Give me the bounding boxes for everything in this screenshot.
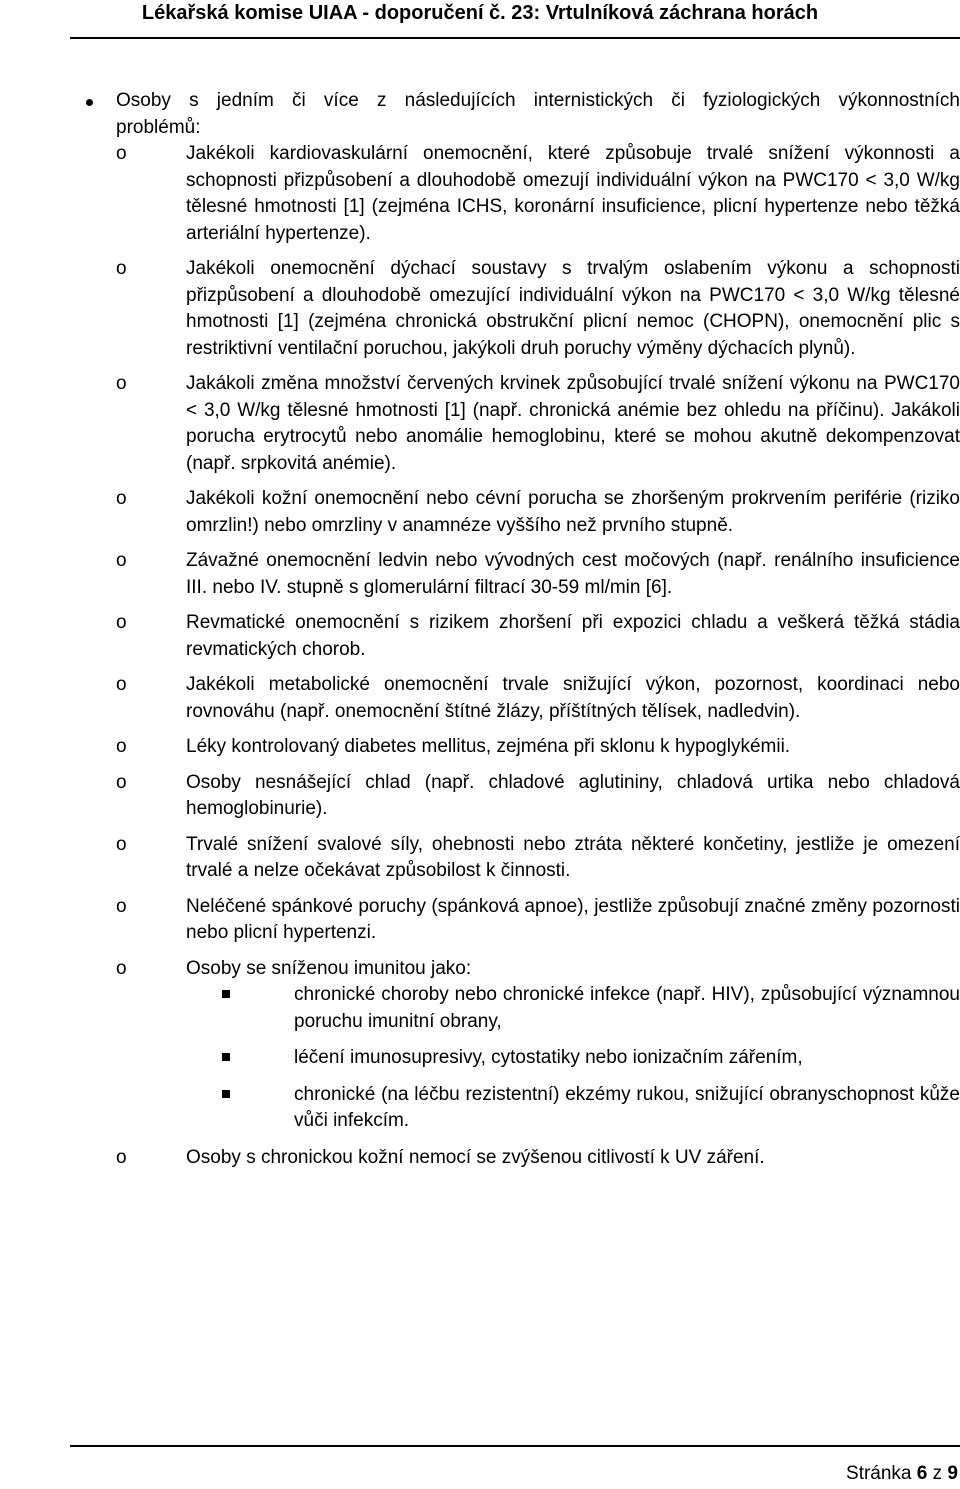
page-separator: z bbox=[932, 1463, 943, 1484]
condition-text: Jakékoli metabolické onemocnění trvale snižující výkon, pozornost, koordinaci nebo rovnováhu (např. onemocnění štítné žlázy, příštítných tělísek, nadledvin). bbox=[186, 674, 960, 722]
page-header-title: Lékařská komise UIAA - doporučení č. 23: Vrtulníková záchrana horách bbox=[141, 2, 819, 24]
condition-item bbox=[116, 956, 960, 1135]
condition-text: Osoby nesnášející chlad (např. chladové aglutininy, chladová urtika nebo chladová hemoglobinurie). bbox=[186, 771, 960, 819]
immunity-subitem-text: chronické (na léčbu rezistentní) ekzémy rukou, snižující obranyschopnost kůže vůči infekcím. bbox=[294, 1083, 960, 1131]
condition-list bbox=[116, 141, 960, 1171]
header-rule bbox=[70, 37, 960, 39]
square-bullet-icon bbox=[222, 1053, 230, 1061]
condition-item bbox=[116, 371, 960, 477]
condition-item bbox=[116, 770, 960, 823]
immunity-subitem bbox=[186, 982, 960, 1035]
condition-item bbox=[116, 486, 960, 539]
condition-text: Léky kontrolovaný diabetes mellitus, zejména při sklonu k hypoglykémii. bbox=[186, 736, 791, 757]
condition-text: Jakékoli onemocnění dýchací soustavy s trvalým oslabením výkonu a schopnosti přizpůsobení a dlouhodobě omezující individuální výkon na PWC170 < 3,0 W/kg tělesné hmotnosti [1] (zejména chronická obstrukční plicní nemoc (CHOPN), onemocnění plic s restriktivní ventilační poruchou, jakýkoli druh poruchy výměny dýchacích plynů). bbox=[186, 258, 960, 359]
footer-rule bbox=[70, 1445, 960, 1447]
condition-item bbox=[116, 672, 960, 725]
main-list-item bbox=[76, 88, 960, 1171]
page-header bbox=[0, 0, 960, 38]
o-bullet-icon: o bbox=[116, 373, 127, 394]
condition-item bbox=[116, 141, 960, 247]
condition-text: Jakékoli kardiovaskulární onemocnění, které způsobuje trvalé snížení výkonnosti a schopnosti přizpůsobení a dlouhodobě omezují individuální výkon na PWC170 < 3,0 W/kg tělesné hmotnosti [1] (zejména ICHS, koronární insuficience, plicní hypertenze nebo těžká arteriální hypertenze). bbox=[186, 143, 960, 244]
main-list bbox=[76, 88, 960, 1171]
condition-item bbox=[116, 256, 960, 362]
o-bullet-icon: o bbox=[116, 258, 127, 279]
page-total: 9 bbox=[947, 1463, 958, 1484]
condition-text: Osoby se sníženou imunitou jako: bbox=[186, 957, 472, 979]
condition-item bbox=[116, 1145, 960, 1172]
o-bullet-icon: o bbox=[116, 771, 127, 793]
o-bullet-icon: o bbox=[116, 1146, 127, 1168]
condition-item bbox=[116, 548, 960, 601]
page-current: 6 bbox=[916, 1463, 928, 1484]
o-bullet-icon: o bbox=[116, 488, 127, 509]
square-bullet-icon bbox=[222, 1090, 230, 1098]
condition-text: Neléčené spánkové poruchy (spánková apnoe), jestliže způsobují značné změny pozornosti nebo plicní hypertenzi. bbox=[186, 895, 960, 943]
o-bullet-icon: o bbox=[116, 143, 127, 164]
o-bullet-icon: o bbox=[116, 674, 127, 695]
condition-item bbox=[116, 894, 960, 947]
bullet-dot-icon bbox=[86, 99, 93, 106]
o-bullet-icon: o bbox=[116, 550, 127, 571]
immunity-subitem-text: chronické choroby nebo chronické infekce (např. HIV), způsobující významnou poruchu imunitní obrany, bbox=[294, 984, 960, 1032]
condition-text: Jakékoli kožní onemocnění nebo cévní porucha se zhoršeným prokrvením periférie (riziko omrzlin!) nebo omrzliny v anamnéze vyššího než prvního stupně. bbox=[186, 488, 960, 536]
o-bullet-icon: o bbox=[116, 833, 127, 855]
condition-text: Jakákoli změna množství červených krvinek způsobující trvalé snížení výkonu na PWC170 < 3,0 W/kg tělesné hmotnosti [1] (např. chronická anémie bez ohledu na příčinu). Jakákoli porucha erytrocytů nebo anomálie hemoglobinu, které se mohou akutně dekompenzovat (např. srpkovitá anémie). bbox=[186, 373, 960, 474]
immunity-sublist bbox=[186, 982, 960, 1135]
o-bullet-icon: o bbox=[116, 895, 127, 917]
document-body bbox=[76, 88, 960, 1180]
condition-item bbox=[116, 832, 960, 885]
condition-text: Osoby s chronickou kožní nemocí se zvýšenou citlivostí k UV záření. bbox=[186, 1146, 765, 1168]
immunity-subitem bbox=[186, 1082, 960, 1135]
condition-text: Revmatické onemocnění s rizikem zhoršení při expozici chladu a veškerá těžká stádia revmatických chorob. bbox=[186, 612, 960, 660]
o-bullet-icon: o bbox=[116, 612, 127, 633]
page-footer bbox=[846, 1462, 958, 1486]
condition-text: Trvalé snížení svalové síly, ohebnosti nebo ztráta některé končetiny, jestliže je omezení trvalé a nelze očekávat způsobilost k činnosti. bbox=[186, 833, 960, 881]
intro-text: Osoby s jedním či více z následujících internistických či fyziologických výkonnostních problémů: bbox=[116, 90, 960, 138]
condition-item bbox=[116, 610, 960, 663]
o-bullet-icon: o bbox=[116, 736, 127, 757]
condition-item bbox=[116, 734, 960, 761]
condition-text: Závažné onemocnění ledvin nebo vývodných cest močových (např. renálního insuficience III. nebo IV. stupně s glomerulární filtrací 30-59 ml/min [6]. bbox=[186, 550, 960, 598]
page-label: Stránka bbox=[846, 1463, 912, 1484]
immunity-subitem bbox=[186, 1045, 960, 1072]
o-bullet-icon: o bbox=[116, 957, 127, 979]
immunity-subitem-text: léčení imunosupresivy, cytostatiky nebo ionizačním zářením, bbox=[294, 1047, 803, 1068]
square-bullet-icon bbox=[222, 990, 230, 998]
